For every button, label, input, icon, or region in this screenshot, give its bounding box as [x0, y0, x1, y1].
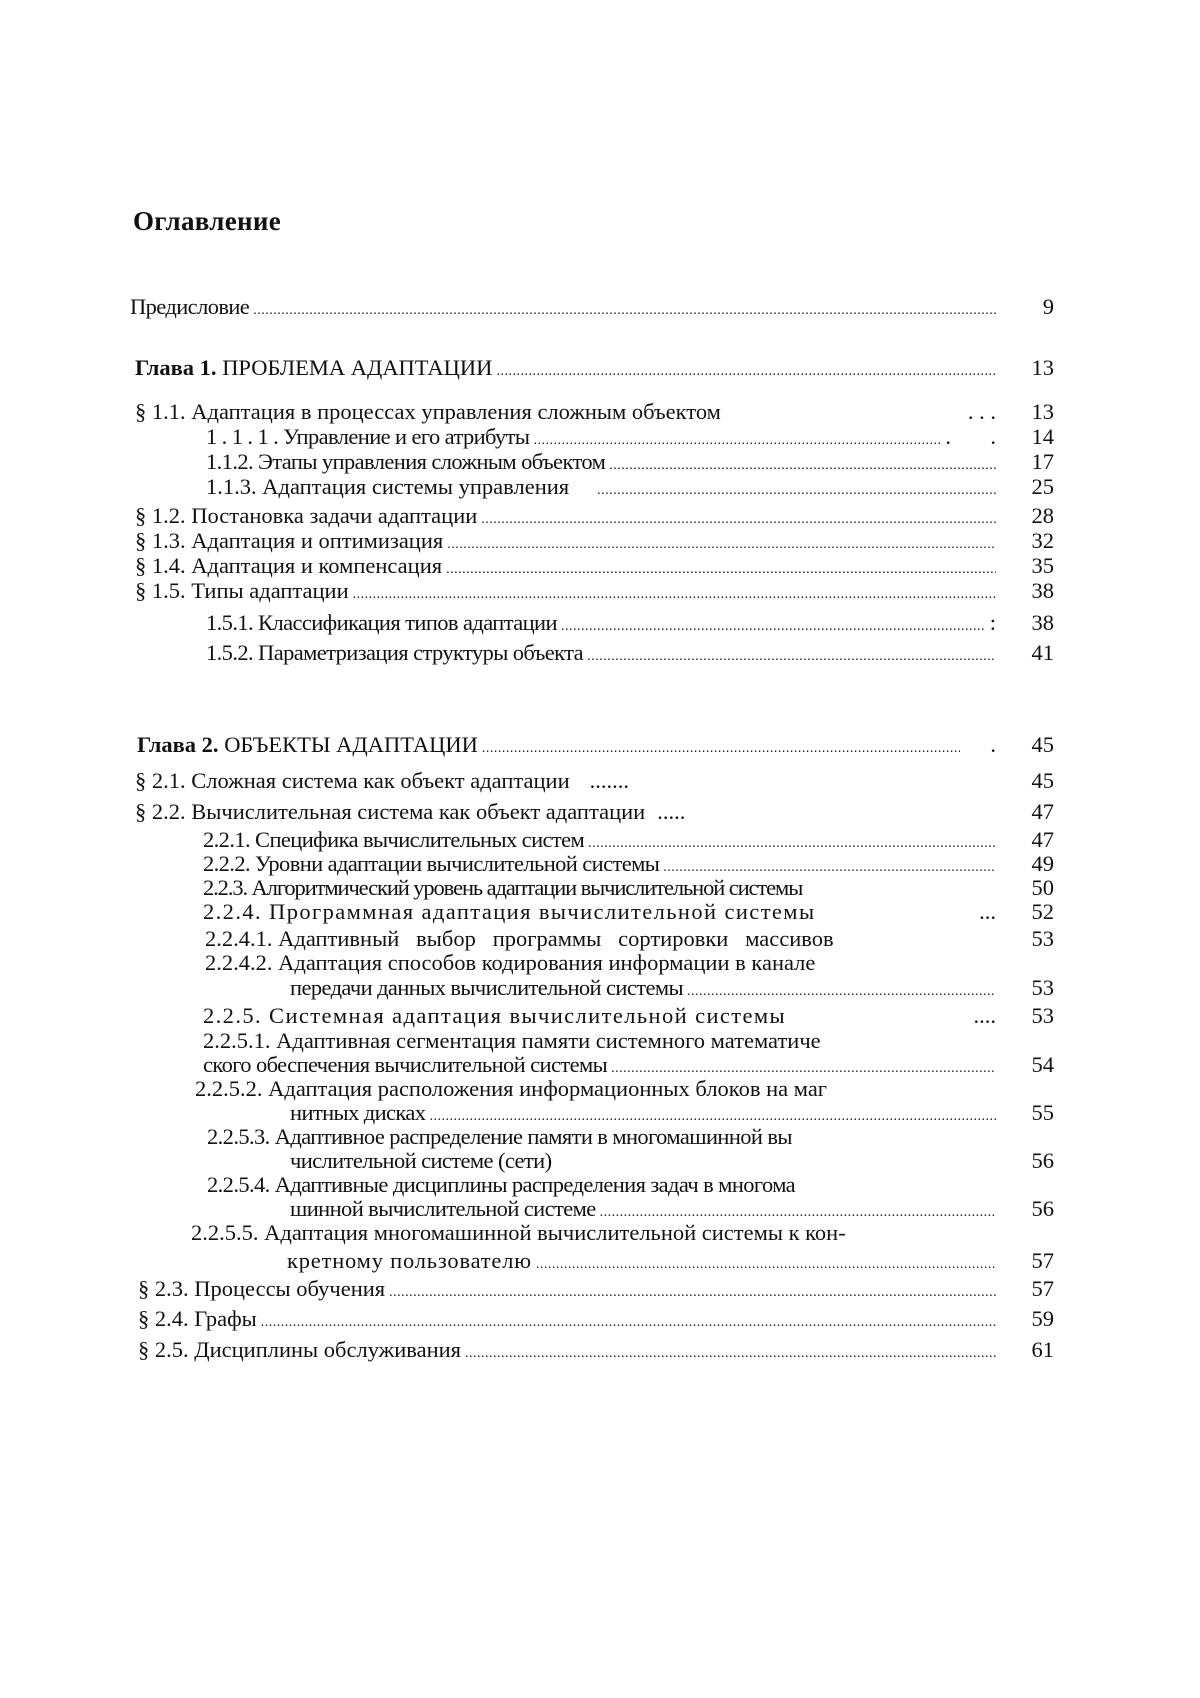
toc-entry-2-3[interactable] [138, 1276, 1054, 1306]
entry-title: § 2.1. Сложная система как объект адаптации [135, 768, 570, 793]
entry-title: § 2.3. Процессы обучения [138, 1276, 386, 1301]
page-number: 61 [1031, 1337, 1054, 1362]
toc-entry-2-1[interactable] [135, 768, 1054, 794]
page-number: 57 [1031, 1276, 1054, 1301]
chapter-title: ПРОБЛЕМА АДАПТАЦИИ [222, 355, 493, 380]
page-number: 17 [1031, 449, 1054, 474]
trailing-dots: ..... [657, 799, 686, 824]
toc-entry-2-2[interactable] [135, 799, 1054, 825]
toc-entry-2-2-5-5[interactable] [287, 1248, 1054, 1278]
page-number: 38 [1031, 610, 1054, 635]
entry-title: § 1.3. Адаптация и оптимизация [135, 528, 444, 553]
page-number: 38 [1031, 578, 1054, 603]
dot-leader [687, 979, 996, 1005]
toc-entry-2-2-5-3[interactable] [290, 1148, 1054, 1174]
entry-title: 2.2.3. Алгоритмический уровень адаптации вычислительной системы [203, 875, 803, 900]
toc-entry-2-4[interactable] [138, 1306, 1054, 1336]
entry-title: 1.1.3. Адаптация системы управления [206, 474, 570, 499]
page-number: 53 [1031, 1003, 1054, 1028]
entry-title: 1.1.2. Этапы управления сложным объектом [206, 449, 606, 474]
toc-entry-2-2-5-1-line1[interactable]: 2.2.5.1. Адаптивная сегментация памяти системного математиче [203, 1028, 821, 1053]
page-number: 50 [1031, 875, 1054, 900]
entry-title: 1.5.2. Параметризация структуры объекта [206, 640, 584, 665]
page-number: 25 [1031, 474, 1054, 499]
dot-leader [261, 1310, 996, 1336]
toc-entry-2-2-3[interactable] [203, 875, 1054, 901]
toc-entry-2-2-4-2[interactable] [290, 975, 1054, 1005]
dot-leader [253, 298, 996, 324]
entry-title: 2.2.4. Программная адаптация вычислительной системы [203, 899, 816, 924]
toc-entry-2-2-5-2-line1[interactable]: 2.2.5.2. Адаптация расположения информационных блоков на маг [195, 1076, 828, 1101]
entry-title: нитных дисках [290, 1100, 426, 1125]
page-number: 32 [1031, 528, 1054, 553]
page-number: 47 [1031, 827, 1054, 852]
page-number: 52 [1031, 899, 1054, 924]
chapter-title: ОБЪЕКТЫ АДАПТАЦИИ [224, 732, 478, 757]
trailing-dots: ... [979, 899, 996, 924]
page-number: 13 [1031, 355, 1054, 380]
toc-entry-2-2-5-4-line1[interactable]: 2.2.5.4. Адаптивные дисциплины распределения задач в многома [207, 1172, 796, 1197]
chapter-label: Глава 1. [135, 355, 217, 380]
entry-title: 1 . 1 . 1 . Управление и его атрибуты [206, 424, 530, 449]
toc-entry-2-2-5-5-line1[interactable]: 2.2.5.5. Адаптация многомашинной вычислительной системы к кон- [191, 1220, 846, 1245]
page-number: 53 [1031, 975, 1054, 1000]
dot-leader [482, 736, 961, 762]
entry-title: ского обеспечения вычислительной системы [203, 1052, 608, 1077]
entry-title: § 1.2. Постановка задачи адаптации [135, 503, 478, 528]
entry-title: § 2.5. Дисциплины обслуживания [138, 1337, 461, 1362]
entry-title: 2.2.4.1. Адаптивный выбор программы сортировки массивов [205, 926, 834, 951]
trailing-dots: . . [945, 424, 996, 449]
page-number: 41 [1031, 640, 1054, 665]
page-number: 45 [1031, 768, 1054, 793]
dot-leader [536, 1252, 996, 1278]
toc-entry-1-1-3[interactable] [206, 474, 1054, 504]
entry-title: § 1.1. Адаптация в процессах управления сложным объектом [135, 399, 721, 424]
page-number: 57 [1031, 1248, 1054, 1273]
dot-leader [587, 644, 996, 670]
toc-entry-2-5[interactable] [138, 1337, 1054, 1367]
page-number: 56 [1031, 1148, 1054, 1173]
page-number: 53 [1031, 926, 1054, 951]
dot-leader [465, 1341, 996, 1367]
toc-entry-2-2-5[interactable] [203, 1003, 1054, 1029]
dot-leader [389, 1280, 996, 1306]
toc-entry-2-2-4-1[interactable] [205, 926, 1054, 952]
toc-entry-chapter-2[interactable] [137, 732, 1054, 762]
page-number: 13 [1031, 399, 1054, 424]
page-number: 49 [1031, 851, 1054, 876]
toc-entry-2-2-4[interactable] [203, 899, 1054, 925]
entry-title: § 2.4. Графы [138, 1306, 257, 1331]
page-number: 54 [1031, 1052, 1054, 1077]
toc-entry-1-5-1[interactable] [206, 610, 1054, 640]
entry-title: 2.2.1. Специфика вычислительных систем [203, 827, 585, 852]
page-number: 56 [1031, 1196, 1054, 1221]
dot-leader [353, 582, 996, 608]
entry-title: § 1.4. Адаптация и компенсация [135, 553, 443, 578]
page-number: 59 [1031, 1306, 1054, 1331]
page-number: 47 [1031, 799, 1054, 824]
entry-title: § 2.2. Вычислительная система как объект адаптации [135, 799, 646, 824]
entry-title: Предисловие [130, 294, 250, 319]
entry-title: § 1.5. Типы адаптации [135, 578, 349, 603]
page-number: 55 [1031, 1100, 1054, 1125]
dot-leader [561, 614, 986, 640]
page-number: 28 [1031, 503, 1054, 528]
dot-leader [496, 359, 996, 385]
dot-leader [597, 478, 996, 504]
entry-title: числительной системе (сети) [290, 1148, 552, 1173]
page-number: 45 [1031, 732, 1054, 757]
toc-entry-1-5[interactable] [135, 578, 1054, 608]
entry-title: 1.5.1. Классификация типов адаптации [206, 610, 557, 635]
toc-entry-2-2-5-3-line1[interactable]: 2.2.5.3. Адаптивное распределение памяти в многомашинной вы [207, 1124, 792, 1149]
toc-entry-1-5-2[interactable] [206, 640, 1054, 670]
page-title: Оглавление [133, 206, 281, 236]
toc-entry-preface[interactable] [130, 294, 1054, 324]
entry-title [137, 732, 478, 758]
trailing-dots: . . . [967, 399, 996, 424]
chapter-label: Глава 2. [137, 732, 219, 757]
toc-entry-chapter-1[interactable] [135, 355, 1054, 385]
trailing-mark: : [989, 610, 996, 635]
entry-title: 2.2.2. Уровни адаптации вычислительной системы [203, 851, 660, 876]
entry-title: передачи данных вычислительной системы [290, 975, 683, 1000]
toc-entry-1-1[interactable] [135, 399, 1054, 425]
entry-title: кретному пользователю [287, 1248, 532, 1273]
trailing-dots: . [990, 732, 996, 757]
toc-entry-2-2-4-2-line1[interactable]: 2.2.4.2. Адаптация способов кодирования информации в канале [205, 950, 816, 975]
page-number: 35 [1031, 553, 1054, 578]
trailing-dots: ....... [589, 768, 629, 793]
entry-title: 2.2.5. Системная адаптация вычислительной системы [203, 1003, 787, 1028]
trailing-dots: .... [973, 1003, 996, 1028]
entry-title: шинной вычислительной системе [290, 1196, 596, 1221]
page-number: 9 [1042, 294, 1054, 319]
entry-title [135, 355, 492, 381]
page-number: 14 [1031, 424, 1054, 449]
